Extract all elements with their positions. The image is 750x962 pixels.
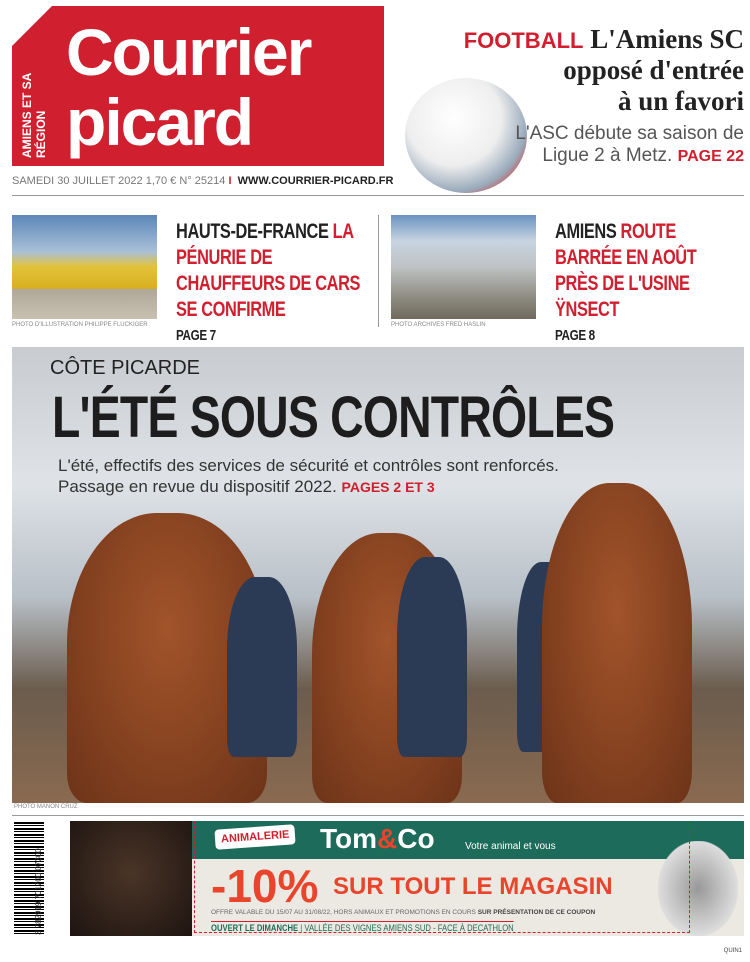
ad-offer: SUR TOUT LE MAGASIN xyxy=(333,873,613,900)
main-headline: L'ÉTÉ SOUS CONTRÔLES xyxy=(52,385,615,450)
story-page: PAGE 7 xyxy=(176,327,216,344)
rider-photo xyxy=(397,557,467,757)
logo-line2: picard xyxy=(66,85,253,159)
main-kicker: CÔTE PICARDE xyxy=(50,357,201,379)
price: 1,70 € xyxy=(145,175,177,187)
ad-fine-bold: SUR PRÉSENTATION DE CE COUPON xyxy=(477,909,596,916)
top-story-headline-2: opposé d'entrée xyxy=(563,55,744,85)
website-link[interactable]: WWW.COURRIER-PICARD.FR xyxy=(237,175,394,187)
dog-photo xyxy=(70,821,192,936)
top-story[interactable] xyxy=(414,24,744,168)
folio: QUIN1 xyxy=(723,948,742,954)
date: SAMEDI 30 JUILLET 2022 xyxy=(12,175,143,187)
photo-credit: PHOTO MANON CRUZ xyxy=(14,804,78,810)
top-story-headline-3: à un favori xyxy=(617,86,744,116)
top-story-dek: L'ASC débute sa saison de Ligue 2 à Metz. xyxy=(515,123,744,166)
story-headline: LA PÉNURIE DE CHAUFFEURS DE CARS SE CONFIRME xyxy=(176,220,361,321)
story-kicker: HAUTS-DE-FRANCE xyxy=(176,220,329,243)
barcode-number: 3 782919 701700 07300 xyxy=(34,848,43,935)
main-page: PAGES 2 ET 3 xyxy=(341,479,435,495)
advertisement[interactable] xyxy=(70,821,744,936)
masthead-logo[interactable] xyxy=(12,6,384,166)
ad-tag: ANIMALERIE xyxy=(214,824,296,850)
dateline xyxy=(12,175,393,187)
divider xyxy=(12,195,744,196)
main-dek-1: L'été, effectifs des services de sécurité et contrôles sont renforcés. xyxy=(58,456,559,475)
main-story[interactable] xyxy=(12,347,744,803)
logo-line1: Courrier xyxy=(66,15,311,89)
ad-discount: -10% xyxy=(211,860,319,912)
coupon xyxy=(194,821,690,933)
ad-brand xyxy=(320,823,435,855)
issue-number: N° 25214 xyxy=(179,175,226,187)
photo-credit: PHOTO ARCHIVES FRED HASLIN xyxy=(391,322,486,328)
horse-photo xyxy=(542,483,692,803)
factory-photo xyxy=(391,215,536,319)
rider-photo xyxy=(227,577,297,757)
story-kicker: AMIENS xyxy=(555,220,617,243)
top-story-headline-1: L'Amiens SC xyxy=(590,24,744,54)
bus-photo xyxy=(12,215,157,319)
secondary-story-2[interactable] xyxy=(555,219,738,345)
brand-part: Tom xyxy=(320,823,378,854)
brand-amp: & xyxy=(377,823,398,854)
top-story-page: PAGE 22 xyxy=(677,148,744,165)
logo-region: AMIENS ET SA RÉGION xyxy=(20,73,48,158)
top-story-kicker: FOOTBALL xyxy=(463,28,584,53)
separator: I xyxy=(228,175,232,187)
story-headline: ROUTE BARRÉE EN AOÛT PRÈS DE L'USINE ŸNSECT xyxy=(555,220,697,321)
divider xyxy=(12,815,744,816)
ad-sep: | xyxy=(300,923,303,933)
column-divider xyxy=(378,215,379,327)
story-page: PAGE 8 xyxy=(555,327,595,344)
ad-location: VALLÉE DES VIGNES AMIENS SUD - FACE À DECATHLON xyxy=(304,923,514,933)
brand-part: Co xyxy=(397,823,435,854)
ad-fine-print: OFFRE VALABLE DU 15/07 AU 31/08/22, HORS ANIMAUX ET PROMOTIONS EN COURS xyxy=(211,909,476,916)
logo-fold xyxy=(12,6,52,46)
secondary-story-1[interactable] xyxy=(176,219,371,345)
photo-credit: PHOTO D'ILLUSTRATION PHILIPPE FLUCKIGER xyxy=(12,322,148,328)
ad-tagline: Votre animal et vous xyxy=(465,841,556,852)
main-dek-2: Passage en revue du dispositif 2022. xyxy=(58,477,337,496)
ad-open: OUVERT LE DIMANCHE xyxy=(211,923,299,933)
